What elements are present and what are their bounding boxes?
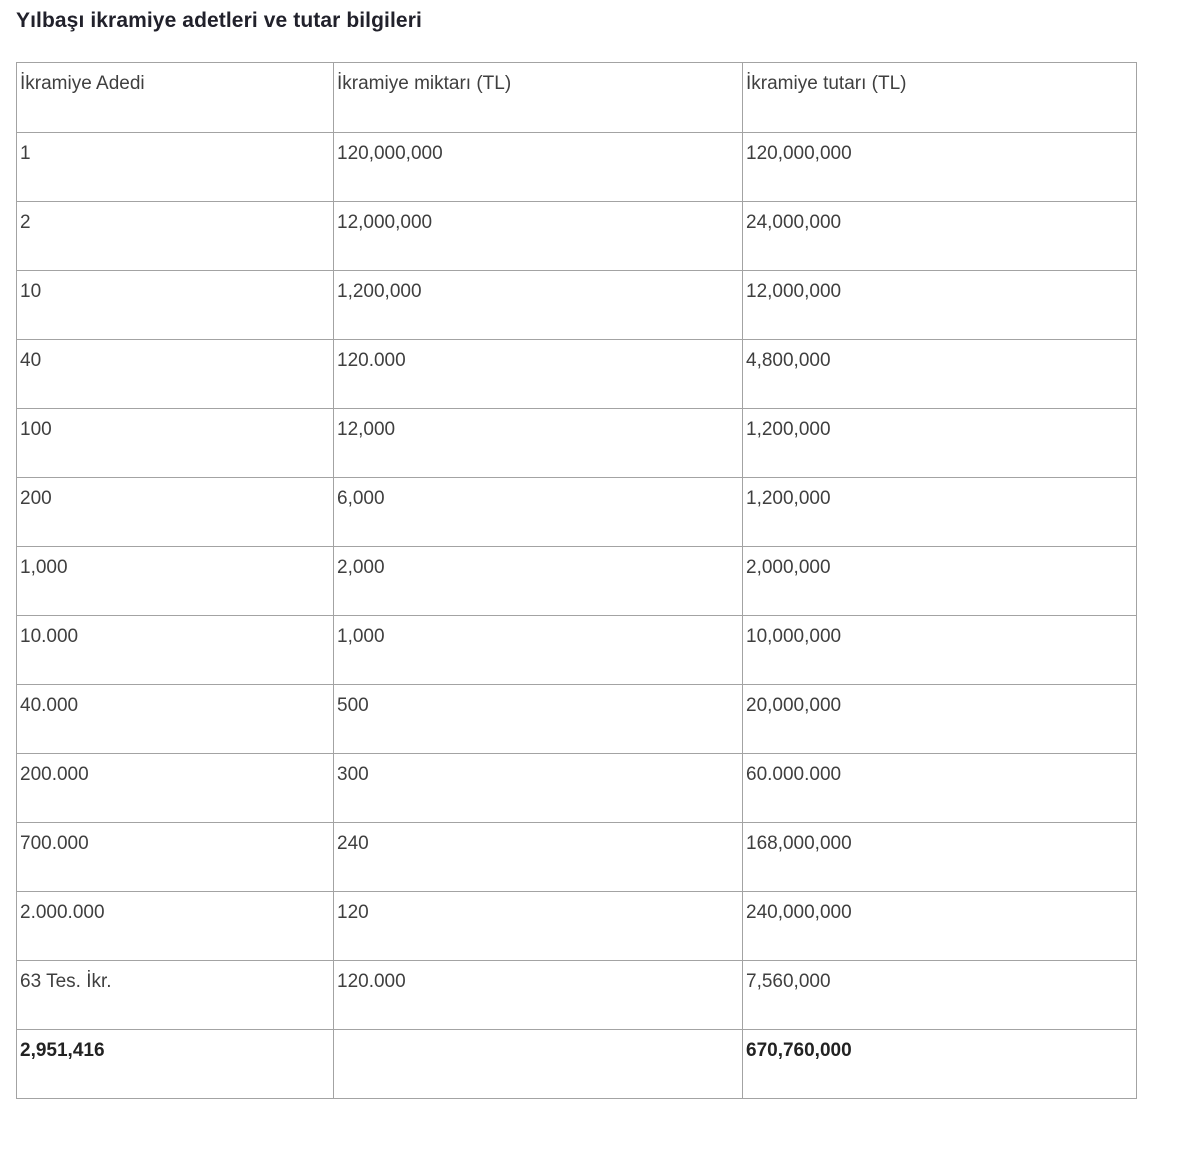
table-row — [17, 340, 1137, 409]
table-row — [17, 961, 1137, 1030]
table-row — [17, 823, 1137, 892]
table-total-row — [17, 1030, 1137, 1099]
table-cell: 1,000 — [334, 616, 743, 685]
table-row — [17, 685, 1137, 754]
table-row — [17, 478, 1137, 547]
table-cell: 200.000 — [17, 754, 334, 823]
column-header-prize-count: İkramiye Adedi — [17, 63, 334, 133]
table-cell: 100 — [17, 409, 334, 478]
prize-table — [16, 62, 1137, 1099]
table-cell: 120,000,000 — [334, 133, 743, 202]
table-cell: 200 — [17, 478, 334, 547]
table-cell: 240 — [334, 823, 743, 892]
table-cell: 2,951,416 — [17, 1030, 334, 1099]
table-row — [17, 202, 1137, 271]
table-cell: 10,000,000 — [743, 616, 1137, 685]
table-cell: 2,000,000 — [743, 547, 1137, 616]
table-cell: 24,000,000 — [743, 202, 1137, 271]
table-cell: 2,000 — [334, 547, 743, 616]
table-cell — [334, 1030, 743, 1099]
table-cell: 2 — [17, 202, 334, 271]
table-row — [17, 133, 1137, 202]
table-cell: 670,760,000 — [743, 1030, 1137, 1099]
table-header-row — [17, 63, 1137, 133]
table-cell: 20,000,000 — [743, 685, 1137, 754]
table-cell: 60.000.000 — [743, 754, 1137, 823]
table-cell: 10 — [17, 271, 334, 340]
table-body — [17, 133, 1137, 1099]
table-cell: 120.000 — [334, 961, 743, 1030]
table-cell: 12,000,000 — [743, 271, 1137, 340]
table-row — [17, 271, 1137, 340]
table-cell: 300 — [334, 754, 743, 823]
table-row — [17, 547, 1137, 616]
page-title: Yılbaşı ikramiye adetleri ve tutar bilgileri — [16, 9, 422, 32]
table-row — [17, 409, 1137, 478]
table-cell: 7,560,000 — [743, 961, 1137, 1030]
table-cell: 6,000 — [334, 478, 743, 547]
table-cell: 40.000 — [17, 685, 334, 754]
table-cell: 10.000 — [17, 616, 334, 685]
column-header-prize-amount: İkramiye miktarı (TL) — [334, 63, 743, 133]
table-cell: 1 — [17, 133, 334, 202]
table-cell: 120 — [334, 892, 743, 961]
table-cell: 63 Tes. İkr. — [17, 961, 334, 1030]
table-row — [17, 616, 1137, 685]
table-cell: 2.000.000 — [17, 892, 334, 961]
table-cell: 240,000,000 — [743, 892, 1137, 961]
table-cell: 120.000 — [334, 340, 743, 409]
table-cell: 40 — [17, 340, 334, 409]
table-cell: 1,000 — [17, 547, 334, 616]
table-row — [17, 754, 1137, 823]
table-cell: 700.000 — [17, 823, 334, 892]
table-cell: 1,200,000 — [743, 478, 1137, 547]
table-cell: 1,200,000 — [334, 271, 743, 340]
table-cell: 12,000 — [334, 409, 743, 478]
table-cell: 168,000,000 — [743, 823, 1137, 892]
table-cell: 4,800,000 — [743, 340, 1137, 409]
table-cell: 120,000,000 — [743, 133, 1137, 202]
table-cell: 1,200,000 — [743, 409, 1137, 478]
table-cell: 12,000,000 — [334, 202, 743, 271]
table-row — [17, 892, 1137, 961]
column-header-prize-total: İkramiye tutarı (TL) — [743, 63, 1137, 133]
table-cell: 500 — [334, 685, 743, 754]
